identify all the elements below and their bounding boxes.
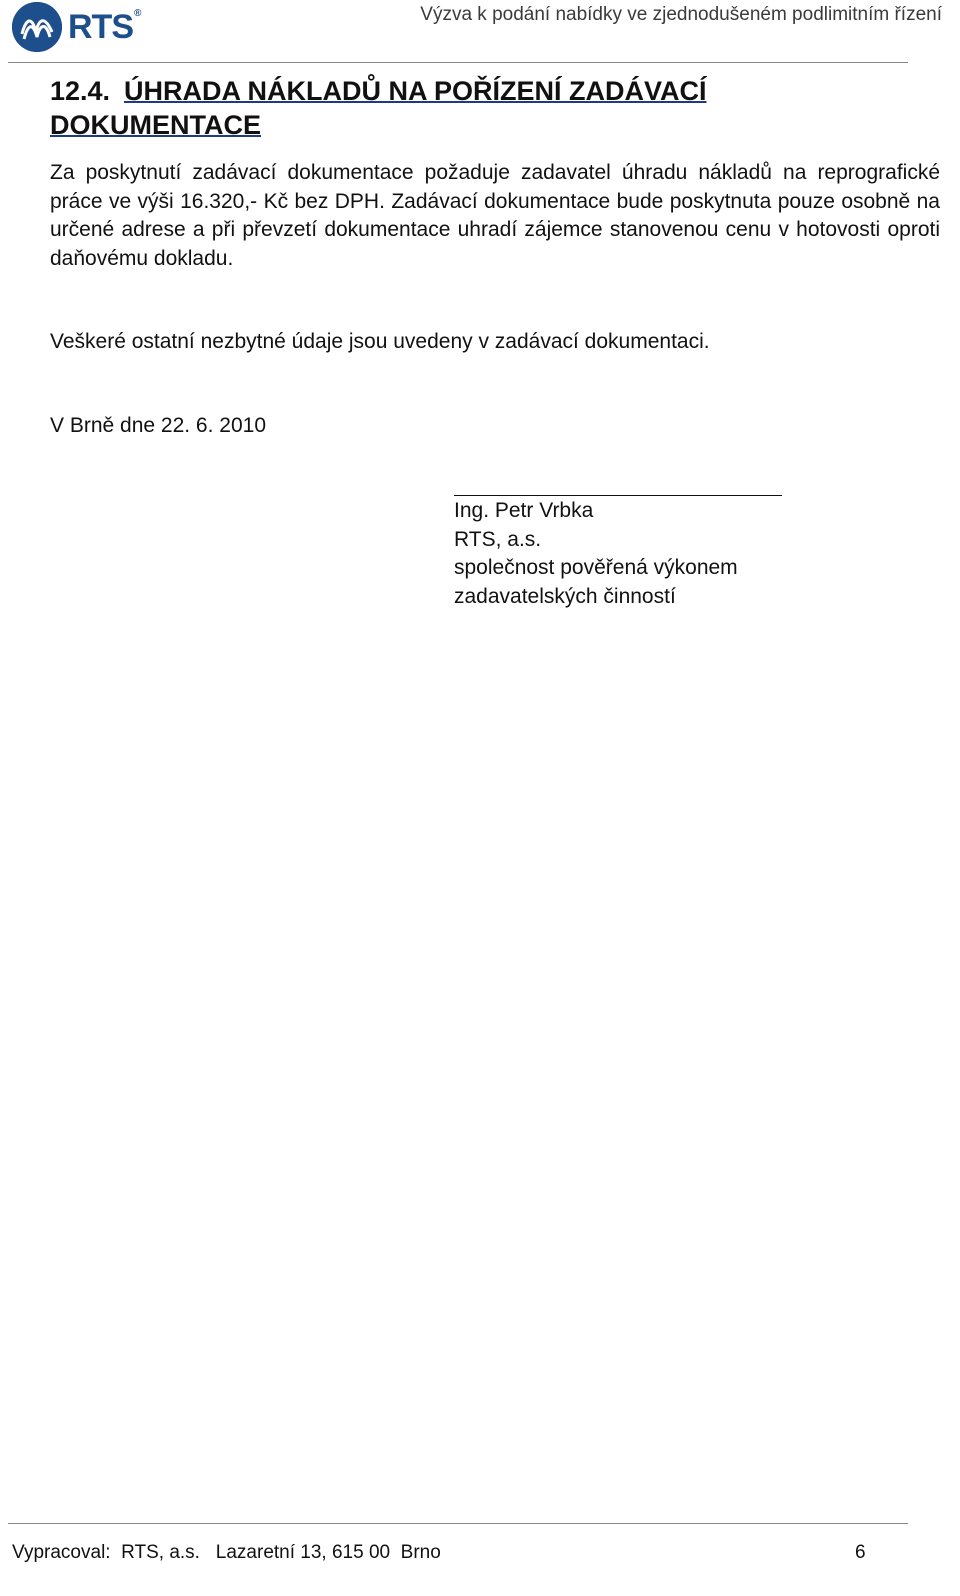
signatory-role-line2: zadavatelských činností xyxy=(454,584,676,608)
document-header-title: Výzva k podání nabídky ve zjednodušeném podlimitním řízení xyxy=(420,4,942,25)
signature-line xyxy=(454,495,782,496)
date-line: V Brně dne 22. 6. 2010 xyxy=(50,414,266,437)
section-heading xyxy=(50,74,890,142)
header-divider xyxy=(8,62,908,63)
signatory-role-line1: společnost pověřená výkonem xyxy=(454,556,738,579)
rts-logo xyxy=(12,2,140,52)
payment-paragraph: Za poskytnutí zadávací dokumentace požaduje zadavatel úhradu nákladů na reprografické práce ve výši 16.320,- Kč bez DPH. Zadávací dokumentace bude poskytnuta pouze osobně na určené adrese a při převzetí dokumentace uhradí zájemce stanovenou cenu v hotovosti oproti daňovému dokladu. xyxy=(50,161,940,270)
section-title: ÚHRADA NÁKLADŮ NA POŘÍZENÍ ZADÁVACÍ DOKUMENTACE xyxy=(50,76,707,140)
rts-logo-icon xyxy=(12,2,62,52)
signature-block xyxy=(454,497,738,611)
signatory-company: RTS, a.s. xyxy=(454,527,542,551)
other-info-paragraph: Veškeré ostatní nezbytné údaje jsou uvedeny v zadávací dokumentaci. xyxy=(50,330,710,353)
footer-text: Vypracoval: RTS, a.s. Lazaretní 13, 615 00 Brno xyxy=(12,1542,441,1563)
footer-divider xyxy=(8,1523,908,1524)
logo-wordmark: RTS® xyxy=(68,7,141,46)
signatory-name: Ing. Petr Vrbka xyxy=(454,499,594,522)
page-number: 6 xyxy=(855,1542,866,1563)
section-number: 12.4. xyxy=(50,76,111,106)
